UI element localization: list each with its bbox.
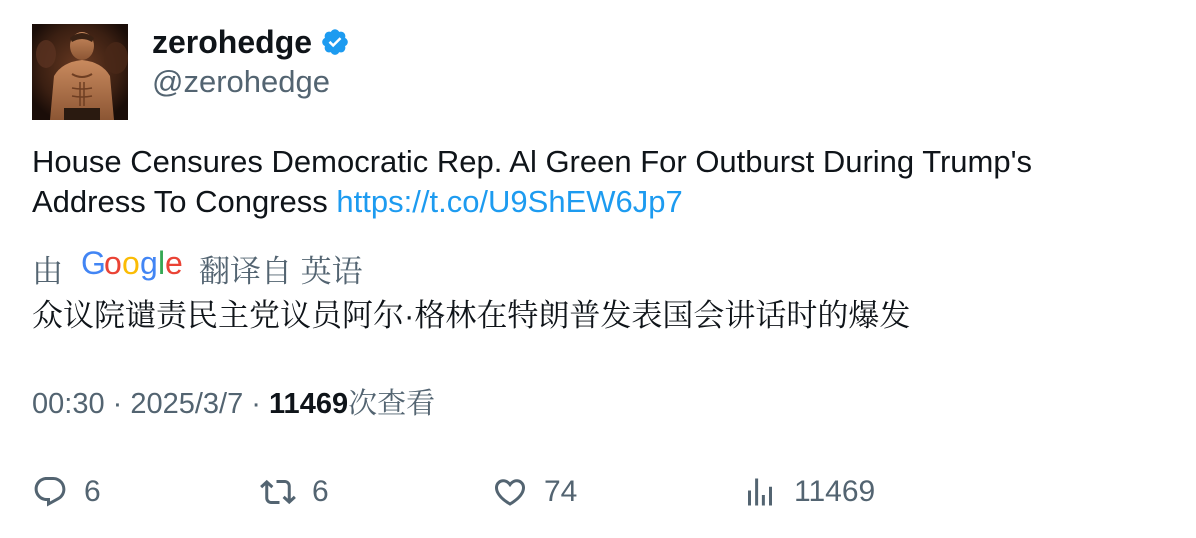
google-logo [81, 245, 183, 290]
translated-text: 众议院谴责民主党议员阿尔·格林在特朗普发表国会讲话时的爆发 [32, 298, 911, 333]
like-icon [492, 474, 528, 510]
google-letter-g: G [81, 245, 106, 281]
translated-by-label: 由 [32, 253, 63, 289]
reply-button[interactable] [32, 472, 101, 512]
meta-separator: · [243, 388, 270, 420]
tweet-meta [32, 384, 435, 424]
google-letter-e: e [165, 245, 183, 281]
action-bar [32, 472, 1172, 512]
reply-icon [32, 474, 68, 510]
retweet-button[interactable] [260, 472, 329, 512]
tweet-link[interactable]: https://t.co/U9ShEW6Jp7 [336, 184, 683, 219]
tweet-text [32, 142, 1142, 222]
translated-from-label: 翻译自 英语 [199, 253, 363, 289]
google-letter-g2: g [140, 245, 158, 281]
google-letter-o2: o [122, 245, 140, 281]
like-count: 74 [544, 475, 578, 508]
tweet-date[interactable]: 2025/3/7 [130, 388, 244, 420]
views-icon [742, 474, 778, 510]
translation-attribution[interactable] [32, 245, 363, 289]
display-name-text: zerohedge [152, 24, 313, 60]
like-button[interactable] [492, 472, 577, 512]
user-handle[interactable]: @zerohedge [152, 64, 330, 99]
tweet-time[interactable]: 00:30 [32, 388, 105, 420]
verified-badge-icon [320, 27, 350, 57]
google-letter-l: l [158, 245, 166, 281]
tweet-body: House Censures Democratic Rep. Al Green For Outburst During Trump's Address To Congress [32, 144, 1033, 219]
display-name[interactable] [152, 22, 350, 62]
reply-count: 6 [84, 475, 101, 508]
retweet-count: 6 [312, 475, 329, 508]
google-letter-o1: o [104, 245, 122, 281]
views-count: 11469 [269, 388, 349, 420]
avatar[interactable] [32, 24, 128, 120]
views-label: 次查看 [348, 388, 436, 420]
views-action-count: 11469 [794, 475, 876, 508]
meta-separator: · [104, 388, 131, 420]
avatar-image [32, 24, 128, 120]
retweet-icon [260, 474, 296, 510]
google-logo-icon [81, 245, 183, 282]
views-button[interactable] [742, 472, 875, 512]
